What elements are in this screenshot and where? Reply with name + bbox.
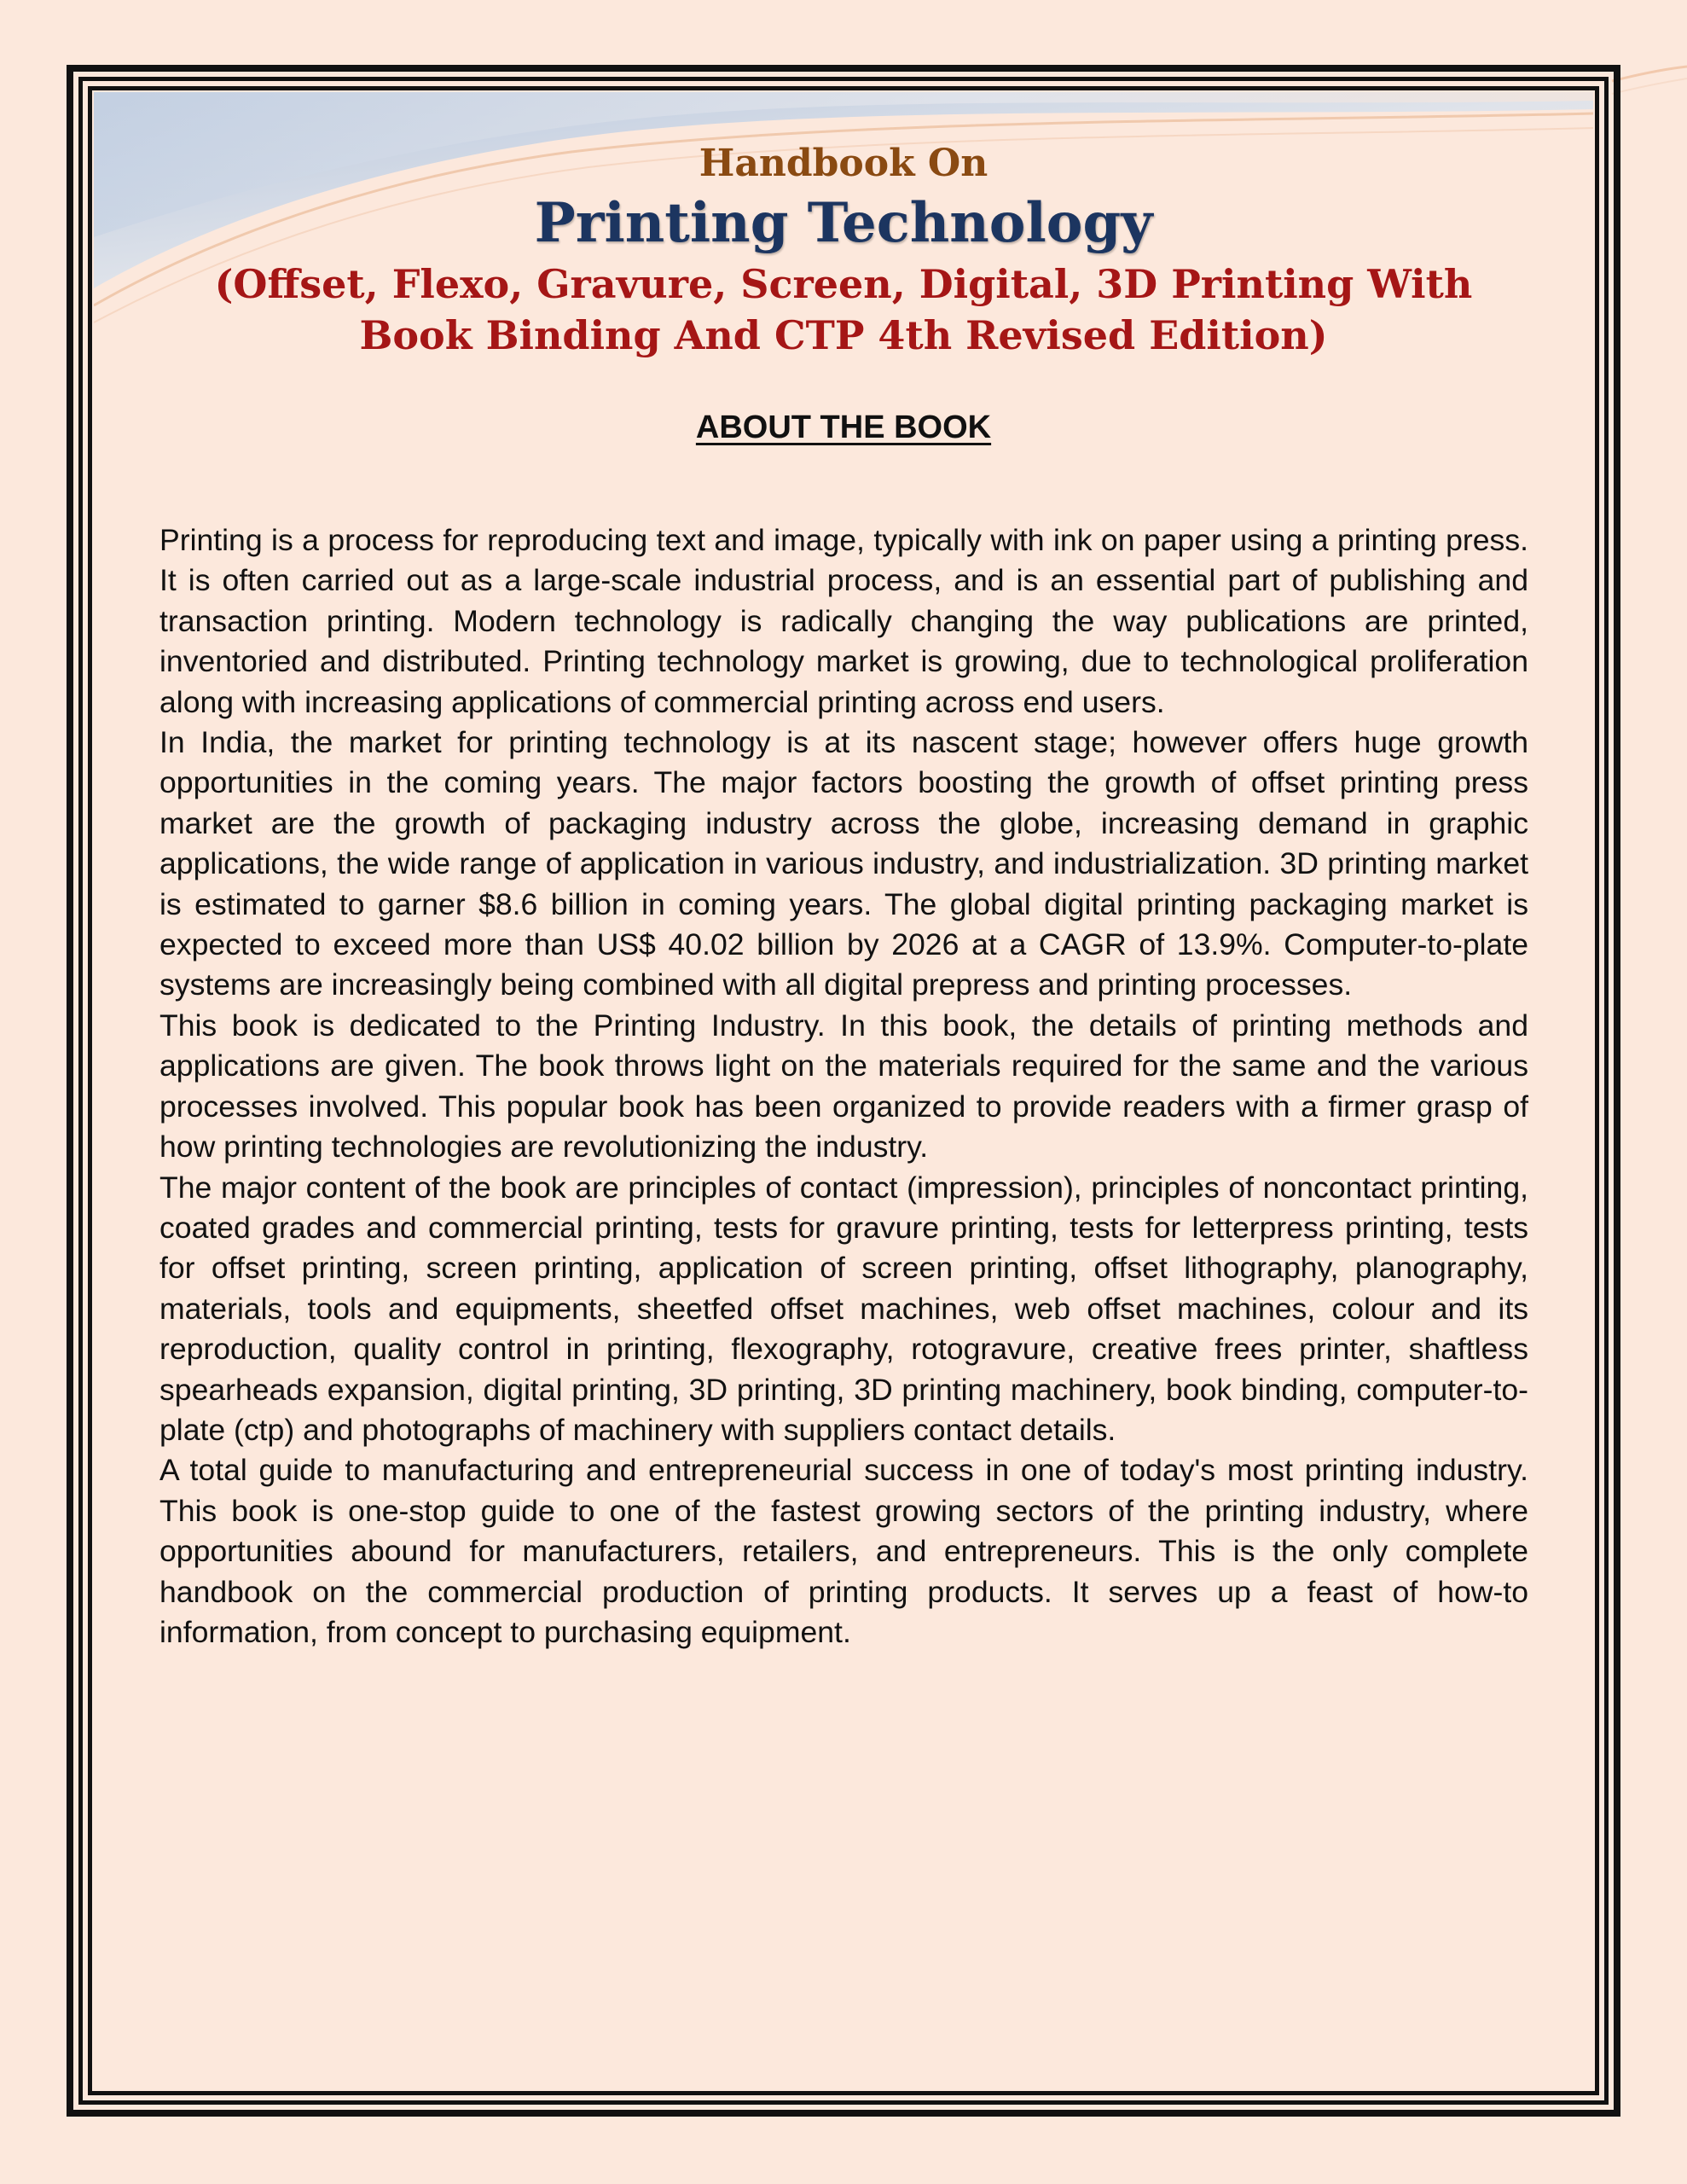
paragraph: A total guide to manufacturing and entrepreneurial success in one of today's most printing industry. This book is one-stop guide to one of the fastest growing sectors of the printing industry, where opportunities abound for manufacturers, retailers, and entrepreneurs. This is the only complete handbook on the commercial production of printing products. It serves up a feast of how-to information, from concept to purchasing equipment. xyxy=(159,1453,1528,1649)
paragraph: This book is dedicated to the Printing Industry. In this book, the details of printing methods and applications are given. The book throws light on the materials required for the same and the various processes involved. This popular book has been organized to provide readers with a firmer grasp of how printing technologies are revolutionizing the industry. xyxy=(159,1008,1528,1165)
handbook-kicker: Handbook On xyxy=(699,142,988,185)
paragraph: In India, the market for printing technology is at its nascent stage; however offers huge growth opportunities in the coming years. The major factors boosting the growth of offset printing press market are the growth of packaging industry across the globe, increasing demand in graphic applications, the wide range of application in various industry, and industrialization. 3D printing market is estimated to garner $8.6 billion in coming years. The global digital printing packaging market is expected to exceed more than US$ 40.02 billion by 2026 at a CAGR of 13.9%. Computer-to-plate systems are increasingly being combined with all digital prepress and printing processes. xyxy=(159,725,1528,1002)
about-body xyxy=(159,520,1528,1653)
book-subtitle: (Offset, Flexo, Gravure, Screen, Digital, 3D Printing With Book Binding And CTP 4th Revised Edition) xyxy=(214,261,1473,358)
book-title: Printing Technology xyxy=(534,191,1153,255)
paragraph: Printing is a process for reproducing text and image, typically with ink on paper using a printing press. It is often carried out as a large-scale industrial process, and is an essential part of publishing and transaction printing. Modern technology is radically changing the way publications are printed, inventoried and distributed. Printing technology market is growing, due to technological proliferation along with increasing applications of commercial printing across end users. xyxy=(159,523,1528,719)
book-header xyxy=(94,139,1593,361)
about-heading: ABOUT THE BOOK xyxy=(695,410,992,445)
paragraph: The major content of the book are principles of contact (impression), principles of noncontact printing, coated grades and commercial printing, tests for gravure printing, tests for letterpress printing, tests for offset printing, screen printing, application of screen printing, offset lithography, planography, materials, tools and equipments, sheetfed offset machines, web offset machines, colour and its reproduction, quality control in printing, flexography, rotogravure, creative frees printer, shaftless spearheads expansion, digital printing, 3D printing, 3D printing machinery, book binding, computer-to-plate (ctp) and photographs of machinery with suppliers contact details. xyxy=(159,1170,1528,1447)
page-content xyxy=(94,92,1593,2089)
